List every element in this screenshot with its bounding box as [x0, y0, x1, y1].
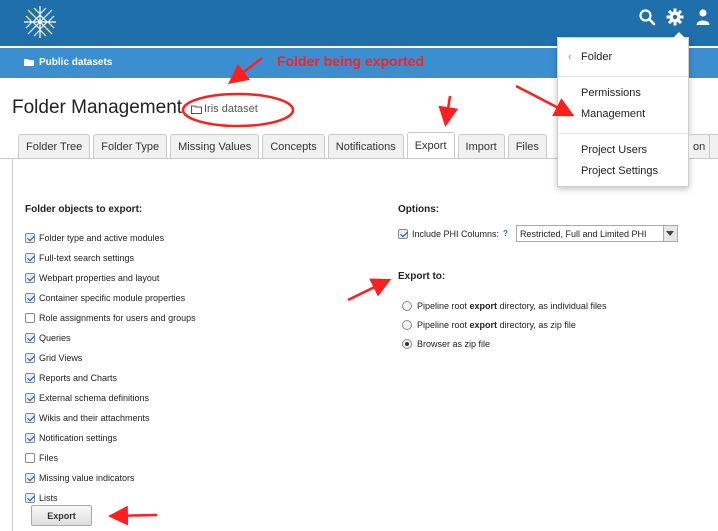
- phi-option-row: [398, 225, 678, 242]
- export-object-row[interactable]: [25, 328, 196, 348]
- export-destination-text: directory, as individual files: [497, 300, 607, 311]
- page-title: Folder Management: [12, 97, 183, 118]
- tab-export[interactable]: Export: [407, 132, 455, 158]
- export-object-label: Notification settings: [39, 433, 118, 443]
- folder-icon: [191, 105, 202, 114]
- export-object-row[interactable]: [25, 248, 196, 268]
- export-object-label: Reports and Charts: [39, 373, 118, 383]
- export-object-label: Missing value indicators: [39, 473, 135, 483]
- export-object-checkbox[interactable]: [25, 273, 35, 283]
- options-heading: Options:: [398, 204, 440, 215]
- export-object-row[interactable]: [25, 288, 196, 308]
- export-object-row[interactable]: [25, 448, 196, 468]
- export-object-label: Grid Views: [39, 353, 83, 363]
- export-destination-row[interactable]: [402, 334, 606, 353]
- menu-item-project-settings[interactable]: Project Settings: [581, 165, 659, 177]
- export-object-label: Container specific module properties: [39, 293, 186, 303]
- menu-divider: [558, 133, 688, 134]
- menu-item-project-users[interactable]: Project Users: [581, 144, 648, 156]
- export-object-row[interactable]: [25, 428, 196, 448]
- phi-level-value: Restricted, Full and Limited PHI: [519, 228, 647, 239]
- export-object-label: Folder type and active modules: [39, 233, 165, 243]
- export-object-checkbox[interactable]: [25, 293, 35, 303]
- export-destination-radio[interactable]: [402, 301, 412, 311]
- export-button[interactable]: Export: [31, 505, 92, 526]
- export-object-checkbox[interactable]: [25, 333, 35, 343]
- export-object-label: Files: [39, 453, 59, 463]
- export-to-heading: Export to:: [398, 271, 446, 282]
- export-destination-text: Pipeline root: [417, 300, 470, 311]
- export-object-checkbox[interactable]: [25, 353, 35, 363]
- admin-dropdown-menu: [557, 37, 689, 187]
- export-object-checkbox[interactable]: [25, 453, 35, 463]
- export-object-row[interactable]: [25, 388, 196, 408]
- export-destination-radio[interactable]: [402, 320, 412, 330]
- export-destination-label: [417, 320, 576, 330]
- export-object-row[interactable]: [25, 228, 196, 248]
- include-phi-label: Include PHI Columns:: [412, 228, 500, 239]
- tab-folder-tree[interactable]: Folder Tree: [18, 134, 90, 158]
- labkey-logo-icon[interactable]: [22, 4, 58, 40]
- tab-partial-edge[interactable]: [709, 134, 718, 158]
- menu-item-folder[interactable]: Folder: [581, 51, 613, 63]
- export-object-label: Queries: [39, 333, 71, 343]
- user-icon[interactable]: [694, 8, 712, 26]
- phi-help-icon[interactable]: ?: [503, 229, 508, 238]
- export-destination-label: [417, 339, 490, 349]
- tab-missing-values[interactable]: Missing Values: [170, 134, 259, 158]
- public-datasets-link[interactable]: [24, 57, 112, 68]
- export-destination-bold-text: export: [469, 319, 498, 330]
- arrow-to-export-tab: [446, 96, 450, 122]
- menu-item-management[interactable]: Management: [581, 108, 646, 120]
- folder-management-tabs: [18, 134, 550, 158]
- menu-divider: [558, 76, 688, 77]
- tab-notifications[interactable]: Notifications: [328, 134, 404, 158]
- export-destination-text: Pipeline root: [417, 319, 470, 330]
- export-object-label: Lists: [39, 493, 58, 503]
- search-icon[interactable]: [638, 8, 656, 26]
- export-object-checkbox[interactable]: [25, 413, 35, 423]
- current-folder-name: Iris dataset: [204, 103, 258, 115]
- export-object-checkbox[interactable]: [25, 373, 35, 383]
- chevron-down-icon: [663, 226, 677, 241]
- export-object-checkbox[interactable]: [25, 493, 35, 503]
- tab-import[interactable]: Import: [458, 134, 505, 158]
- export-object-row[interactable]: [25, 348, 196, 368]
- export-object-label: Role assignments for users and groups: [39, 313, 196, 323]
- export-object-checkbox[interactable]: [25, 313, 35, 323]
- export-destination-radio[interactable]: [402, 339, 412, 349]
- export-object-label: External schema definitions: [39, 393, 150, 403]
- export-object-checkbox[interactable]: [25, 433, 35, 443]
- current-folder-label: [191, 103, 258, 115]
- include-phi-checkbox[interactable]: [398, 229, 408, 239]
- gear-icon[interactable]: [666, 8, 684, 26]
- export-object-label: Full-text search settings: [39, 253, 135, 263]
- export-object-row[interactable]: [25, 308, 196, 328]
- export-destination-row[interactable]: [402, 296, 606, 315]
- folder-open-icon: [24, 58, 35, 67]
- chevron-left-icon: ‹: [568, 51, 572, 63]
- export-destination-label: [417, 301, 606, 311]
- phi-level-select[interactable]: [516, 225, 678, 242]
- annotation-label: Folder being exported: [277, 53, 425, 69]
- tab-folder-type[interactable]: Folder Type: [93, 134, 167, 158]
- export-destination-text: Browser as zip file: [417, 338, 491, 349]
- tab-files[interactable]: Files: [508, 134, 547, 158]
- export-object-label: Wikis and their attachments: [39, 413, 150, 423]
- export-objects-heading: Folder objects to export:: [25, 204, 143, 215]
- tab-concepts[interactable]: Concepts: [262, 134, 324, 158]
- dropdown-caret: [673, 32, 685, 38]
- tab-partial-hidden[interactable]: on: [689, 134, 710, 158]
- export-object-checkbox[interactable]: [25, 233, 35, 243]
- export-object-checkbox[interactable]: [25, 393, 35, 403]
- export-destination-options: [402, 296, 606, 353]
- export-object-row[interactable]: [25, 468, 196, 488]
- export-objects-list: [25, 228, 196, 508]
- export-object-row[interactable]: [25, 368, 196, 388]
- export-destination-row[interactable]: [402, 315, 606, 334]
- export-object-checkbox[interactable]: [25, 253, 35, 263]
- menu-item-permissions[interactable]: Permissions: [581, 87, 641, 99]
- export-object-row[interactable]: [25, 268, 196, 288]
- export-destination-text: directory, as zip file: [497, 319, 576, 330]
- export-object-checkbox[interactable]: [25, 473, 35, 483]
- export-destination-bold-text: export: [469, 300, 498, 311]
- public-datasets-label: Public datasets: [39, 57, 113, 68]
- export-object-row[interactable]: [25, 408, 196, 428]
- export-object-label: Webpart properties and layout: [39, 273, 160, 283]
